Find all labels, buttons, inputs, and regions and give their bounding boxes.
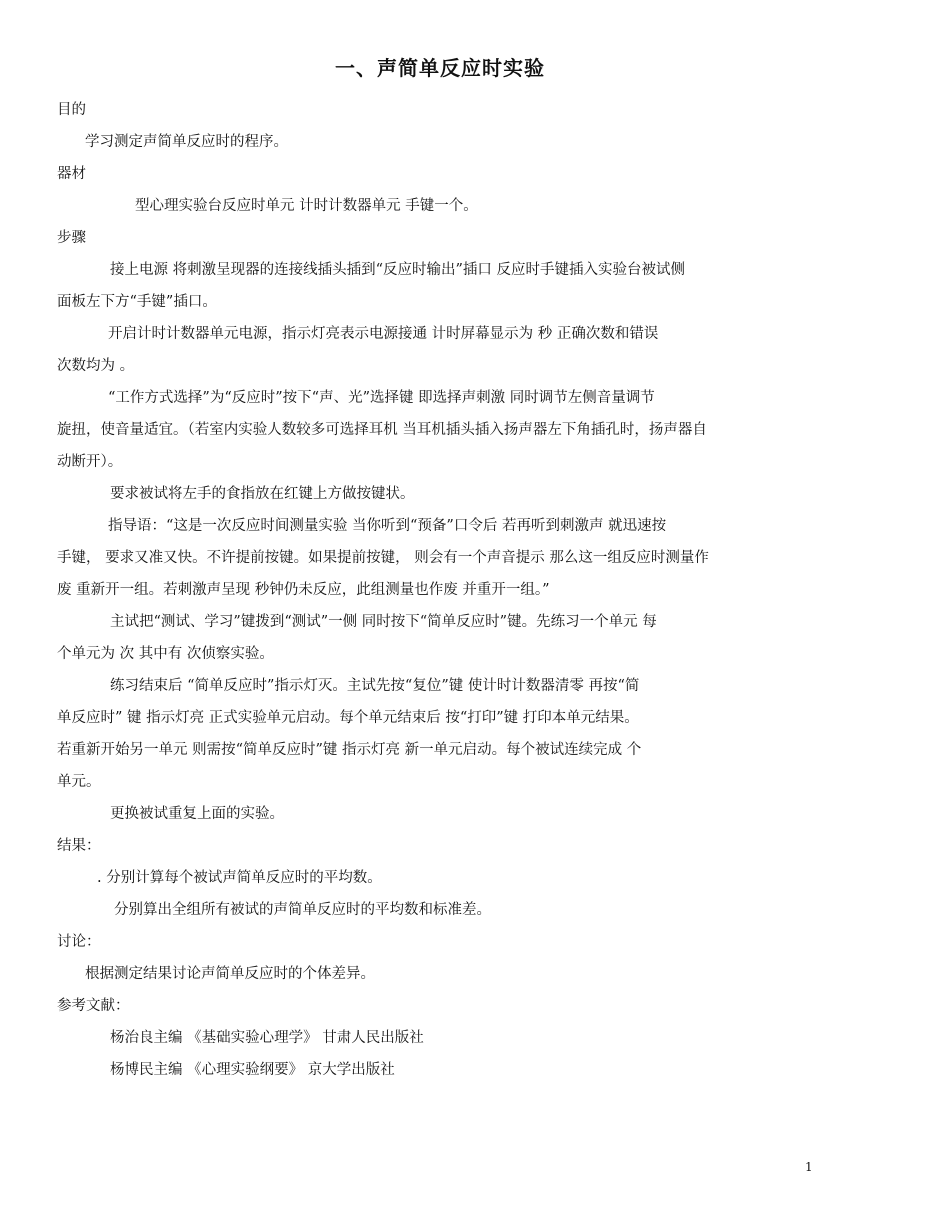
step-line: 次数均为 。 xyxy=(57,358,135,374)
step-line: 旋扭，使音量适宜。（若室内实验人数较多可选择耳机 当耳机插头插入扬声器左下角插孔时，扬声器自 xyxy=(57,422,707,438)
discussion-heading: 讨论： xyxy=(57,934,101,950)
results-item: . 分别计算每个被试声简单反应时的平均数。 xyxy=(97,870,382,886)
page-title: 一、声简单反应时实验 xyxy=(335,56,545,80)
step-line: 若重新开始另一单元 则需按“简单反应时”键 指示灯亮 新一单元启动。每个被试连续完成 个 xyxy=(57,742,642,758)
step-line: 接上电源 将刺激呈现器的连接线插头插到“反应时输出”插口 反应时手键插入实验台被试侧 xyxy=(110,262,686,278)
materials-heading: 器材 xyxy=(57,166,86,182)
step-line: 个单元为 次 其中有 次侦察实验。 xyxy=(57,646,274,662)
step-line: 主试把“测试、学习”键拨到“测试”一侧 同时按下“简单反应时”键。先练习一个单元 每 xyxy=(110,614,657,630)
step-line: 单反应时” 键 指示灯亮 正式实验单元启动。每个单元结束后 按“打印”键 打印本单元结果。 xyxy=(57,710,639,726)
step-line: 开启计时计数器单元电源，指示灯亮表示电源接通 计时屏幕显示为 秒 正确次数和错误 xyxy=(108,326,659,342)
purpose-text: 学习测定声简单反应时的程序。 xyxy=(85,134,288,150)
page-number: 1 xyxy=(805,1160,813,1174)
results-item: 分别算出全组所有被试的声简单反应时的平均数和标准差。 xyxy=(114,902,491,918)
materials-text: 型心理实验台反应时单元 计时计数器单元 手键一个。 xyxy=(135,198,478,214)
step-line: 面板左下方“手键”插口。 xyxy=(57,294,217,310)
step-line: 更换被试重复上面的实验。 xyxy=(110,806,284,822)
step-line: “工作方式选择”为“反应时”按下“声、光”选择键 即选择声刺激 同时调节左侧音量调节 xyxy=(108,390,655,406)
step-line: 动断开）。 xyxy=(57,454,123,470)
step-line: 手键， 要求又准又快。不许提前按键。如果提前按键， 则会有一个声音提示 那么这一组反应时测量作 xyxy=(57,550,709,566)
step-line: 废 重新开一组。若刺激声呈现 秒钟仍未反应，此组测量也作废 并重开一组。” xyxy=(57,582,550,598)
steps-heading: 步骤 xyxy=(57,230,86,246)
references-heading: 参考文献： xyxy=(57,998,130,1014)
step-line: 指导语：“这是一次反应时间测量实验 当你听到“预备”口令后 若再听到刺激声 就迅速按 xyxy=(108,518,667,534)
results-heading: 结果： xyxy=(57,838,101,854)
purpose-heading: 目的 xyxy=(57,102,86,118)
reference-item: 杨治良主编 《基础实验心理学》 甘肃人民出版社 xyxy=(110,1030,424,1046)
step-line: 练习结束后 “简单反应时”指示灯灭。主试先按“复位”键 使计时计数器清零 再按“简 xyxy=(110,678,640,694)
reference-item: 杨博民主编 《心理实验纲要》 京大学出版社 xyxy=(110,1062,395,1078)
step-line: 单元。 xyxy=(57,774,101,790)
step-line: 要求被试将左手的食指放在红键上方做按键状。 xyxy=(110,486,415,502)
discussion-text: 根据测定结果讨论声简单反应时的个体差异。 xyxy=(85,966,375,982)
